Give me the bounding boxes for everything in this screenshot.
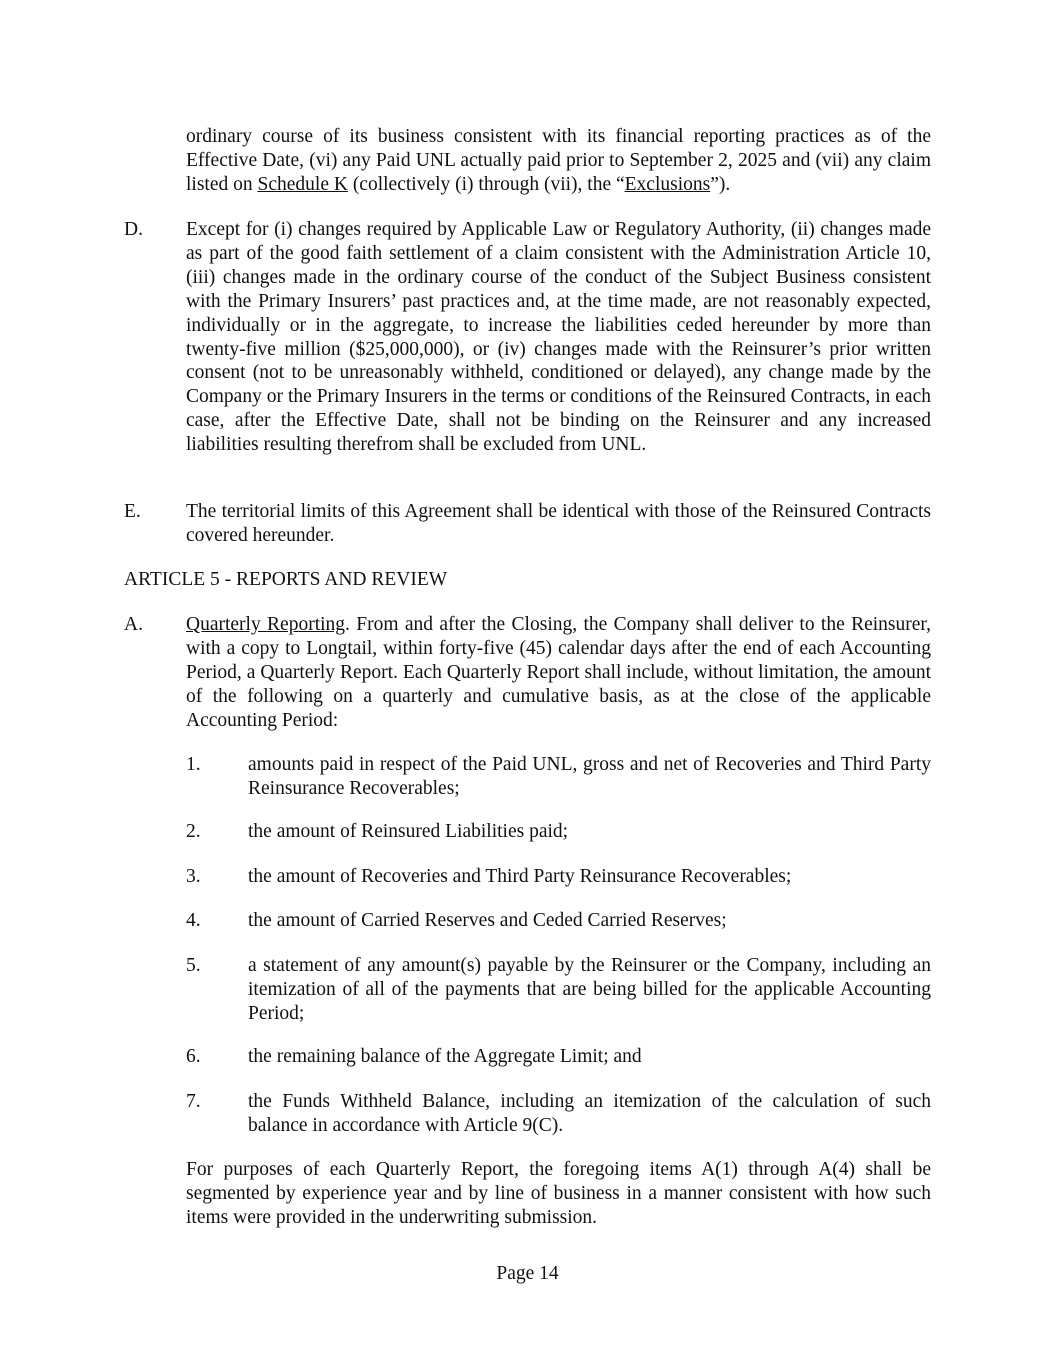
item-5-text: a statement of any amount(s) payable by the Reinsurer or the Company, including an itemization of all of the payments that are being billed for the applicable Accounting Period; [248,955,931,1024]
section-d-text: Except for (i) changes required by Applicable Law or Regulatory Authority, (ii) changes made as part of the good faith settlement of a claim consistent with the Administration Article 10, (iii) changes made in the ordinary course of the conduct of the Subject Business consistent with the Primary Insurers’ past practices and, at the time made, are not reasonably expected, individually or in the aggregate, to increase the liabilities ceded hereunder by more than twenty-five million ($25,000,000), or (iv) changes made with the Reinsurer’s prior written consent (not to be unreasonably withheld, conditioned or delayed), any change made by the Company or the Primary Insurers in the terms or conditions of the Reinsured Contracts, in each case, after the Effective Date, shall not be binding on the Reinsurer and any increased liabilities resulting therefrom shall be excluded from UNL. [186,219,931,456]
continuation-text-start: ordinary course of its business consistent with its financial reporting practices as of the Effective Date, (vi) any Paid UNL actually paid prior to September 2, 2025 and (vii) any claim listed on [186,126,931,195]
item-3-label: 3. [186,866,201,887]
item-5-label: 5. [186,955,201,976]
item-4-label: 4. [186,910,201,931]
segmentation-paragraph: For purposes of each Quarterly Report, the foregoing items A(1) through A(4) shall be segmented by experience year and by line of business in a manner consistent with how such items were provided in the underwriting submission. [186,1159,931,1228]
section-a-body: . From and after the Closing, the Company shall deliver to the Reinsurer, with a copy to Longtail, within forty-five (45) calendar days after the end of each Accounting Period, a Quarterly Report. Each Quarterly Report shall include, without limitation, the amount of the following on a quarterly and cumulative basis, as at the close of the applicable Accounting Period: [186,614,931,731]
quarterly-reporting-title: Quarterly Reporting [186,614,346,635]
section-e-label: E. [124,501,141,522]
item-3-text: the amount of Recoveries and Third Party Reinsurance Recoverables; [248,866,792,887]
item-6-label: 6. [186,1046,201,1067]
continuation-text-middle: (collectively (i) through (vii), the “ [347,173,625,195]
continuation-paragraph [186,125,931,197]
section-a-label: A. [124,614,143,635]
item-6-text: the remaining balance of the Aggregate Limit; and [248,1046,642,1067]
item-4-text: the amount of Carried Reserves and Ceded Carried Reserves; [248,910,727,931]
item-7-text: the Funds Withheld Balance, including an itemization of the calculation of such balance in accordance with Article 9(C). [248,1091,931,1136]
article-5-heading: ARTICLE 5 - REPORTS AND REVIEW [124,569,448,590]
item-7-label: 7. [186,1091,201,1112]
item-1-label: 1. [186,754,201,775]
section-a-text [186,613,931,733]
section-e-text: The territorial limits of this Agreement shall be identical with those of the Reinsured Contracts covered hereunder. [186,501,931,546]
page-number: Page 14 [496,1263,559,1284]
continuation-text-end: ”). [710,173,731,195]
exclusions-defined-term: Exclusions [624,173,711,195]
item-2-text: the amount of Reinsured Liabilities paid; [248,821,569,842]
item-2-label: 2. [186,821,201,842]
section-d-label: D. [124,219,143,240]
schedule-k-reference: Schedule K [257,173,348,195]
item-1-text: amounts paid in respect of the Paid UNL, gross and net of Recoveries and Third Party Reinsurance Recoverables; [248,754,931,799]
